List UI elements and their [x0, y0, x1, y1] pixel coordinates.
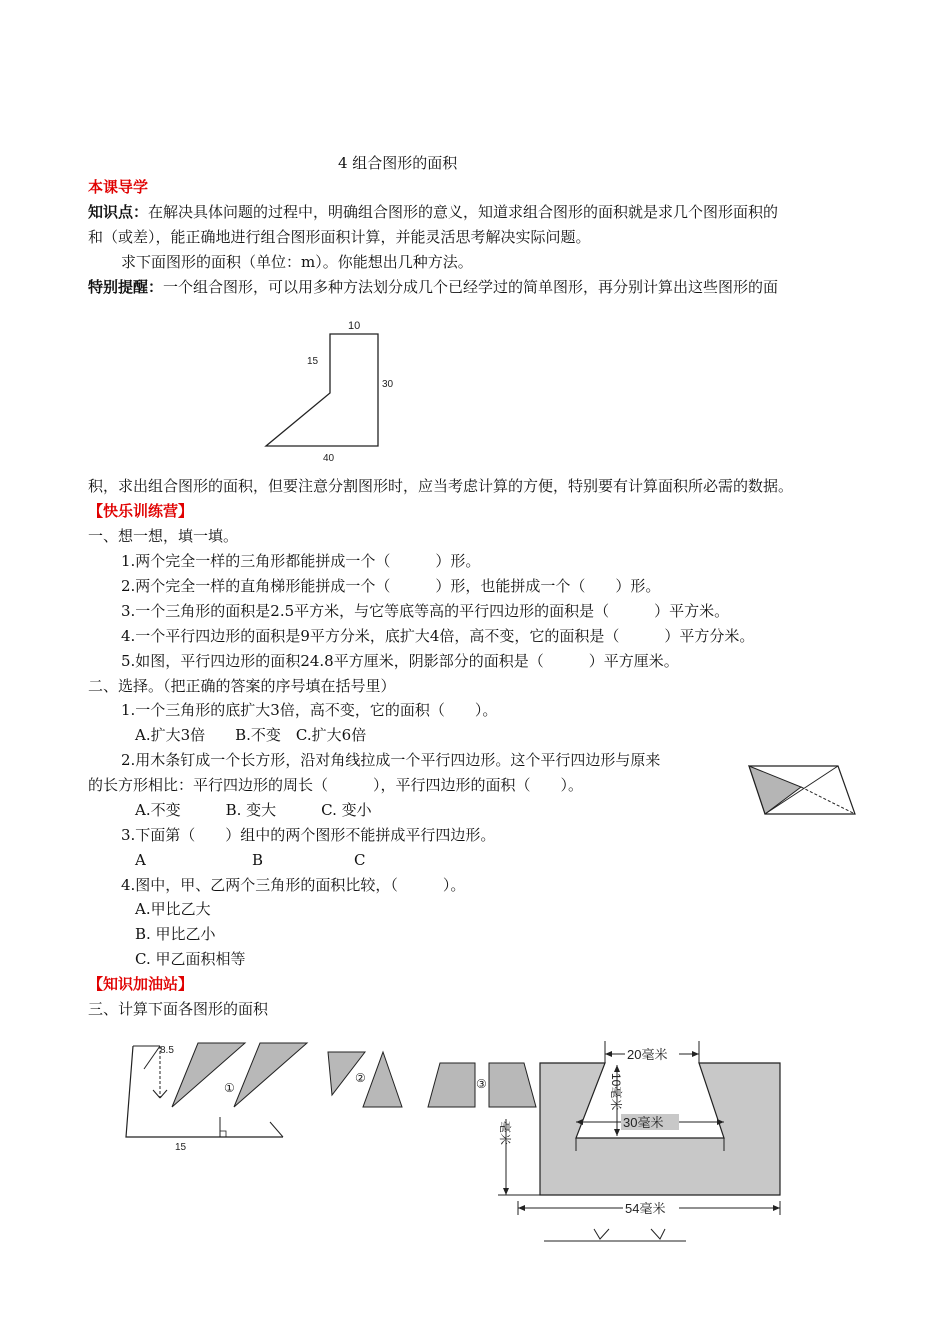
fig3-top-label: 20毫米: [627, 1047, 668, 1062]
composite-shape: [266, 334, 378, 446]
fig3-base-label: 54毫米: [625, 1201, 666, 1216]
knowledge-text-2: 和（或差），能正确地进行组合图形面积计算，并能灵活思考解决实际问题。: [88, 228, 591, 246]
guide-heading: 本课导学: [88, 178, 149, 196]
page-title: 4 组合图形的面积: [338, 154, 458, 172]
section-2-title: 二、选择。（把正确的答案的序号填在括号里）: [88, 677, 396, 695]
circled-3: ③: [476, 1077, 487, 1091]
choice-q3: 3.下面第（ ）组中的两个图形不能拼成平行四边形。: [121, 826, 496, 844]
fig3-side-label: 毫米: [498, 1121, 512, 1146]
pair1-triangle-a: [172, 1043, 245, 1107]
circled-1: ①: [224, 1081, 235, 1095]
choice-q2-options: A.不变 B. 变大 C. 变小: [135, 801, 372, 819]
fig2-top-label: 8.5: [160, 1045, 174, 1056]
figure-parallelogram: [745, 760, 860, 820]
fill-item-4: 4.一个平行四边形的面积是9平方分米，底扩大4倍，高不变，它的面积是（ ）平方分米。: [121, 627, 755, 645]
figure-composite: [260, 315, 400, 465]
reminder-line-1: [88, 277, 778, 297]
pair1-triangle-b: [234, 1043, 307, 1107]
fig3-trap-bottom-label: 30毫米: [623, 1115, 664, 1130]
section-3-title: 三、计算下面各图形的面积: [88, 1000, 269, 1018]
boost-heading: 【知识加油站】: [88, 975, 194, 993]
reminder-label: 特别提醒：: [88, 278, 164, 296]
circled-2: ②: [355, 1071, 366, 1085]
pair2-triangle-b: [363, 1052, 402, 1107]
fig1-left-label: 15: [307, 356, 319, 367]
choice-q2-line-2: 的长方形相比：平行四边形的周长（ ），平行四边形的面积（ ）。: [88, 776, 584, 794]
figure-notched-rectangle: [488, 1033, 788, 1243]
knowledge-line-1: [88, 202, 778, 222]
fill-item-5: 5.如图，平行四边形的面积24.8平方厘米，阴影部分的面积是（ ）平方厘米。: [121, 652, 679, 670]
knowledge-label: 知识点：: [88, 203, 149, 221]
fig1-top-label: 10: [348, 320, 361, 332]
choice-q2-line-1: 2.用木条钉成一个长方形，沿对角线拉成一个平行四边形。这个平行四边形与原来: [121, 751, 661, 769]
q4-option-c: C. 甲乙面积相等: [135, 950, 246, 968]
choice-q1: 1.一个三角形的底扩大3倍，高不变，它的面积（ ）。: [121, 701, 498, 719]
figure-shape-groups: [120, 1035, 540, 1160]
q3-option-c: C: [354, 851, 366, 869]
reminder-text-1: 一个组合图形，可以用多种方法划分成几个已经学过的简单图形，再分别计算出这些图形的面: [163, 278, 779, 296]
fig1-right-label: 30: [382, 379, 394, 390]
fig1-bottom-label: 40: [323, 453, 335, 464]
section-1-title: 一、想一想，填一填。: [88, 527, 239, 545]
choice-q1-options: A.扩大3倍 B.不变 C.扩大6倍: [135, 726, 367, 744]
fill-item-3: 3.一个三角形的面积是2.5平方米，与它等底等高的平行四边形的面积是（ ）平方米。: [121, 602, 730, 620]
pair3-trap-a: [428, 1063, 475, 1107]
fill-item-1: 1.两个完全一样的三角形都能拼成一个（ ）形。: [121, 552, 481, 570]
knowledge-task: 求下面图形的面积（单位：m）。你能想出几种方法。: [121, 253, 473, 271]
choice-q4: 4.图中，甲、乙两个三角形的面积比较，（ ）。: [121, 876, 466, 894]
knowledge-text-1: 在解决具体问题的过程中，明确组合图形的意义，知道求组合图形的面积就是求几个图形面积的: [148, 203, 779, 221]
q3-option-a: A: [135, 851, 146, 869]
q4-option-b: B. 甲比乙小: [135, 925, 216, 943]
practice-heading: 【快乐训练营】: [88, 502, 194, 520]
fig3-height-label: 10毫米: [609, 1073, 623, 1111]
fill-item-2: 2.两个完全一样的直角梯形能拼成一个（ ）形，也能拼成一个（ ）形。: [121, 577, 661, 595]
fig2-bottom-label: 15: [175, 1142, 187, 1153]
q3-option-b: B: [252, 851, 264, 869]
reminder-text-2: 积，求出组合图形的面积，但要注意分割图形时，应当考虑计算的方便，特别要有计算面积所必需的数据。: [88, 477, 794, 495]
q4-option-a: A.甲比乙大: [135, 900, 211, 918]
